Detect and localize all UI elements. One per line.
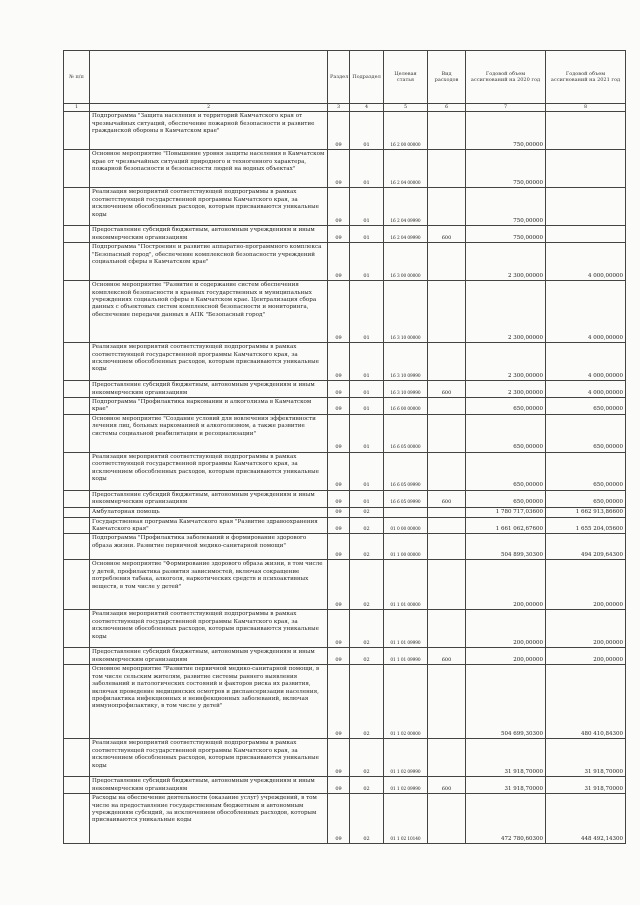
section-cell: 09: [328, 112, 350, 150]
table-row: [64, 452, 626, 490]
section-cell: 09: [328, 226, 350, 243]
row-number-cell: [64, 648, 90, 665]
name-cell: Основное мероприятие "Развитие первичной медико-санитарной помощи, в том числе сельским жителям, развитие системы раннего выявления заболеваний и патологических состояний и факторов риска их развития, включая проведение медицинских осмотров и диспансеризации населения, профилактика инфекционных и неинфекционных заболеваний, включая иммунопрофилактику, в том числе у детей": [90, 665, 328, 739]
amount-2020-cell: 650,00000: [466, 452, 546, 490]
target-code-cell: 16 6 05 09990: [384, 490, 428, 507]
target-code-cell: 16 3 00 00000: [384, 243, 428, 281]
amount-2021-cell: 200,00000: [546, 610, 626, 648]
table-row: [64, 150, 626, 188]
row-number-cell: [64, 794, 90, 844]
amount-2020-cell: 472 780,60300: [466, 794, 546, 844]
expense-type-cell: 600: [428, 490, 466, 507]
amount-2021-cell: 650,00000: [546, 398, 626, 415]
name-cell: Расходы на обеспечение деятельности (оказание услуг) учреждений, в том числе на предоставление государственным бюджетным и автономным учреждениям субсидий, за исключением обособленных расходов, которым присваиваются уникальные коды: [90, 794, 328, 844]
table-row: [64, 343, 626, 381]
column-index: 8: [546, 104, 626, 112]
amount-2021-cell: 480 410,84300: [546, 665, 626, 739]
section-cell: 09: [328, 281, 350, 343]
amount-2021-cell: 1 655 204,05600: [546, 517, 626, 534]
section-cell: 09: [328, 517, 350, 534]
amount-2020-cell: 1 661 062,67600: [466, 517, 546, 534]
amount-2021-cell: 31 918,70000: [546, 739, 626, 777]
table-row: [64, 414, 626, 452]
subsection-cell: 01: [350, 452, 384, 490]
amount-2020-cell: 750,00000: [466, 150, 546, 188]
amount-2021-cell: [546, 188, 626, 226]
subsection-cell: 02: [350, 648, 384, 665]
target-code-cell: 16 2 04 00000: [384, 150, 428, 188]
name-cell: Предоставление субсидий бюджетным, автономным учреждениям и иным некоммерческим организациям: [90, 648, 328, 665]
header-name: [90, 51, 328, 104]
target-code-cell: 16 3 10 09990: [384, 381, 428, 398]
section-cell: 09: [328, 150, 350, 188]
name-cell: Подпрограмма "Профилактика заболеваний и формирование здорового образа жизни. Развитие первичной медико-санитарной помощи": [90, 534, 328, 560]
amount-2020-cell: 31 918,70000: [466, 739, 546, 777]
target-code-cell: 16 6 00 00000: [384, 398, 428, 415]
row-number-cell: [64, 560, 90, 610]
amount-2020-cell: 2 300,00000: [466, 243, 546, 281]
table-row: [64, 534, 626, 560]
target-code-cell: 16 3 10 09990: [384, 343, 428, 381]
name-cell: Реализация мероприятий соответствующей подпрограммы в рамках соответствующей государственной программы Камчатского края, за исключением обособленных расходов, которым присваиваются уникальные коды: [90, 452, 328, 490]
expense-type-cell: [428, 534, 466, 560]
section-cell: 09: [328, 648, 350, 665]
section-cell: 09: [328, 610, 350, 648]
name-cell: Основное мероприятие "Повышение уровня защиты населения в Камчатском крае от чрезвычайных ситуаций природного и техногенного характера, пожарной безопасности и безопасности людей на водных объектах": [90, 150, 328, 188]
table-row: [64, 777, 626, 794]
name-cell: Подпрограмма "Защита населения и территорий Камчатского края от чрезвычайных ситуаций, обеспечение пожарной безопасности и развитие гражданской обороны в Камчатском крае": [90, 112, 328, 150]
section-cell: 09: [328, 739, 350, 777]
amount-2020-cell: 2 300,00000: [466, 381, 546, 398]
section-cell: 09: [328, 452, 350, 490]
target-code-cell: 01 1 02 09990: [384, 739, 428, 777]
amount-2020-cell: 31 918,70000: [466, 777, 546, 794]
row-number-cell: [64, 398, 90, 415]
header-vol-2021: Годовой объем ассигнований на 2021 год: [546, 51, 626, 104]
section-cell: 09: [328, 243, 350, 281]
expense-type-cell: [428, 794, 466, 844]
section-cell: 09: [328, 343, 350, 381]
expense-type-cell: [428, 739, 466, 777]
subsection-cell: 01: [350, 150, 384, 188]
column-index: 4: [350, 104, 384, 112]
section-cell: 09: [328, 534, 350, 560]
expense-type-cell: [428, 665, 466, 739]
row-number-cell: [64, 490, 90, 507]
amount-2020-cell: 504 899,30300: [466, 534, 546, 560]
table-row: [64, 739, 626, 777]
column-index: 3: [328, 104, 350, 112]
amount-2021-cell: 200,00000: [546, 648, 626, 665]
amount-2021-cell: 448 492,14300: [546, 794, 626, 844]
target-code-cell: 16 6 05 00000: [384, 414, 428, 452]
row-number-cell: [64, 610, 90, 648]
amount-2020-cell: 750,00000: [466, 112, 546, 150]
target-code-cell: 01 1 01 00000: [384, 560, 428, 610]
amount-2021-cell: 4 000,00000: [546, 243, 626, 281]
amount-2021-cell: [546, 112, 626, 150]
expense-type-cell: [428, 150, 466, 188]
name-cell: Реализация мероприятий соответствующей подпрограммы в рамках соответствующей государственной программы Камчатского края, за исключением обособленных расходов, которым присваиваются уникальные коды: [90, 188, 328, 226]
amount-2020-cell: 200,00000: [466, 610, 546, 648]
subsection-cell: 01: [350, 490, 384, 507]
expense-type-cell: 600: [428, 648, 466, 665]
column-index: 1: [64, 104, 90, 112]
table-row: [64, 560, 626, 610]
row-number-cell: [64, 112, 90, 150]
column-index-row: [64, 104, 626, 112]
name-cell: Реализация мероприятий соответствующей подпрограммы в рамках соответствующей государственной программы Камчатского края, за исключением обособленных расходов, которым присваиваются уникальные коды: [90, 343, 328, 381]
table-row: [64, 648, 626, 665]
header-num: № п/п: [64, 51, 90, 104]
table-row: [64, 610, 626, 648]
subsection-cell: 02: [350, 610, 384, 648]
section-cell: 09: [328, 560, 350, 610]
expense-type-cell: [428, 560, 466, 610]
table-row: [64, 243, 626, 281]
row-number-cell: [64, 381, 90, 398]
target-code-cell: 16 2 00 00000: [384, 112, 428, 150]
table-row: [64, 794, 626, 844]
row-number-cell: [64, 665, 90, 739]
row-number-cell: [64, 507, 90, 517]
amount-2020-cell: 504 699,30300: [466, 665, 546, 739]
table-row: [64, 517, 626, 534]
subsection-cell: 01: [350, 112, 384, 150]
subsection-cell: 02: [350, 739, 384, 777]
table-row: [64, 490, 626, 507]
row-number-cell: [64, 188, 90, 226]
header-vol-2020: Годовой объем ассигнований на 2020 год: [466, 51, 546, 104]
expense-type-cell: 600: [428, 777, 466, 794]
expense-type-cell: [428, 112, 466, 150]
subsection-cell: 02: [350, 560, 384, 610]
table-row: [64, 226, 626, 243]
expense-type-cell: [428, 188, 466, 226]
expense-type-cell: 600: [428, 226, 466, 243]
amount-2020-cell: 650,00000: [466, 414, 546, 452]
subsection-cell: 02: [350, 665, 384, 739]
expense-type-cell: [428, 243, 466, 281]
section-cell: 09: [328, 490, 350, 507]
amount-2020-cell: 750,00000: [466, 226, 546, 243]
target-code-cell: 01 1 02 00000: [384, 665, 428, 739]
amount-2020-cell: 2 300,00000: [466, 343, 546, 381]
target-code-cell: 01 0 00 00000: [384, 517, 428, 534]
target-code-cell: 01 1 02 10140: [384, 794, 428, 844]
amount-2021-cell: 200,00000: [546, 560, 626, 610]
table-row: [64, 381, 626, 398]
row-number-cell: [64, 452, 90, 490]
subsection-cell: 02: [350, 507, 384, 517]
row-number-cell: [64, 777, 90, 794]
table-row: [64, 507, 626, 517]
header-target: Целевая статья: [384, 51, 428, 104]
amount-2020-cell: 200,00000: [466, 560, 546, 610]
amount-2021-cell: 4 000,00000: [546, 381, 626, 398]
target-code-cell: 16 3 10 00000: [384, 281, 428, 343]
expense-type-cell: [428, 517, 466, 534]
section-cell: 09: [328, 665, 350, 739]
target-code-cell: 01 1 02 09990: [384, 777, 428, 794]
amount-2021-cell: 4 000,00000: [546, 281, 626, 343]
name-cell: Государственная программа Камчатского края "Развитие здравоохранения Камчатского края": [90, 517, 328, 534]
amount-2021-cell: 1 662 913,86600: [546, 507, 626, 517]
expense-type-cell: [428, 414, 466, 452]
name-cell: Реализация мероприятий соответствующей подпрограммы в рамках соответствующей государственной программы Камчатского края, за исключением обособленных расходов, которым присваиваются уникальные коды: [90, 739, 328, 777]
name-cell: Подпрограмма "Профилактика наркомании и алкоголизма в Камчатском крае": [90, 398, 328, 415]
expense-type-cell: [428, 281, 466, 343]
expense-type-cell: [428, 507, 466, 517]
column-index: 7: [466, 104, 546, 112]
column-index: 6: [428, 104, 466, 112]
subsection-cell: 02: [350, 794, 384, 844]
row-number-cell: [64, 243, 90, 281]
subsection-cell: 02: [350, 534, 384, 560]
table-body: [64, 112, 626, 844]
name-cell: Предоставление субсидий бюджетным, автономным учреждениям и иным некоммерческим организациям: [90, 490, 328, 507]
row-number-cell: [64, 739, 90, 777]
target-code-cell: 01 1 01 09990: [384, 648, 428, 665]
section-cell: 09: [328, 777, 350, 794]
budget-table: [63, 50, 626, 844]
section-cell: 09: [328, 381, 350, 398]
subsection-cell: 02: [350, 777, 384, 794]
row-number-cell: [64, 517, 90, 534]
name-cell: Предоставление субсидий бюджетным, автономным учреждениям и иным некоммерческим организациям: [90, 777, 328, 794]
amount-2020-cell: 650,00000: [466, 398, 546, 415]
expense-type-cell: [428, 398, 466, 415]
header-section: Раздел: [328, 51, 350, 104]
expense-type-cell: [428, 610, 466, 648]
name-cell: Предоставление субсидий бюджетным, автономным учреждениям и иным некоммерческим организациям: [90, 381, 328, 398]
row-number-cell: [64, 414, 90, 452]
amount-2021-cell: 31 918,70000: [546, 777, 626, 794]
section-cell: 09: [328, 794, 350, 844]
amount-2021-cell: 650,00000: [546, 452, 626, 490]
header-subsection: Подраздел: [350, 51, 384, 104]
amount-2020-cell: 200,00000: [466, 648, 546, 665]
table-row: [64, 281, 626, 343]
table-row: [64, 188, 626, 226]
target-code-cell: 01 1 01 09990: [384, 610, 428, 648]
subsection-cell: 01: [350, 281, 384, 343]
header-row: [64, 51, 626, 104]
name-cell: Предоставление субсидий бюджетным, автономным учреждениям и иным некоммерческим организациям: [90, 226, 328, 243]
column-index: 2: [90, 104, 328, 112]
section-cell: 09: [328, 188, 350, 226]
amount-2021-cell: 4 000,00000: [546, 343, 626, 381]
target-code-cell: 16 2 04 09990: [384, 188, 428, 226]
subsection-cell: 01: [350, 398, 384, 415]
amount-2021-cell: 494 209,64300: [546, 534, 626, 560]
name-cell: Амбулаторная помощь: [90, 507, 328, 517]
amount-2020-cell: 2 300,00000: [466, 281, 546, 343]
section-cell: 09: [328, 507, 350, 517]
name-cell: Основное мероприятие "Создание условий для вовлечения эффективности лечения лиц, больных наркоманией и алкоголизмом, а также развитие системы социальной реабилитации и ресоциализации": [90, 414, 328, 452]
amount-2021-cell: [546, 226, 626, 243]
subsection-cell: 02: [350, 517, 384, 534]
row-number-cell: [64, 150, 90, 188]
name-cell: Основное мероприятие "Формирование здорового образа жизни, в том числе у детей, профилактика развития зависимостей, включая сокращение потребления табака, алкоголя, наркотических средств и психоактивных веществ, в том числе у детей": [90, 560, 328, 610]
column-index: 5: [384, 104, 428, 112]
subsection-cell: 01: [350, 226, 384, 243]
amount-2021-cell: 650,00000: [546, 490, 626, 507]
row-number-cell: [64, 281, 90, 343]
expense-type-cell: [428, 452, 466, 490]
amount-2020-cell: 650,00000: [466, 490, 546, 507]
subsection-cell: 01: [350, 381, 384, 398]
amount-2020-cell: 1 780 717,03600: [466, 507, 546, 517]
expense-type-cell: [428, 343, 466, 381]
name-cell: Реализация мероприятий соответствующей подпрограммы в рамках соответствующей государственной программы Камчатского края, за исключением обособленных расходов, которым присваиваются уникальные коды: [90, 610, 328, 648]
table-row: [64, 665, 626, 739]
subsection-cell: 01: [350, 414, 384, 452]
amount-2020-cell: 750,00000: [466, 188, 546, 226]
name-cell: Основное мероприятие "Развитие и содержание систем обеспечения комплексной безопасности в краевых государственных и муниципальных учреждениях социальной сферы в Камчатском крае. Централизация сбора данных с объектовых систем комплексной безопасности и мониторинга, обеспечение передачи данных в АПК "Безопасный город": [90, 281, 328, 343]
subsection-cell: 01: [350, 243, 384, 281]
section-cell: 09: [328, 414, 350, 452]
target-code-cell: 16 6 05 09990: [384, 452, 428, 490]
row-number-cell: [64, 343, 90, 381]
header-exp-type: Вид расходов: [428, 51, 466, 104]
subsection-cell: 01: [350, 343, 384, 381]
target-code-cell: 16 2 04 09990: [384, 226, 428, 243]
row-number-cell: [64, 534, 90, 560]
amount-2021-cell: 650,00000: [546, 414, 626, 452]
table-row: [64, 112, 626, 150]
section-cell: 09: [328, 398, 350, 415]
amount-2021-cell: [546, 150, 626, 188]
row-number-cell: [64, 226, 90, 243]
name-cell: Подпрограмма "Построение и развитие аппаратно-программного комплекса "Безопасный город", обеспечение комплексной безопасности учреждений социальной сферы в Камчатском крае": [90, 243, 328, 281]
target-code-cell: [384, 507, 428, 517]
table-row: [64, 398, 626, 415]
target-code-cell: 01 1 00 00000: [384, 534, 428, 560]
subsection-cell: 01: [350, 188, 384, 226]
expense-type-cell: 600: [428, 381, 466, 398]
